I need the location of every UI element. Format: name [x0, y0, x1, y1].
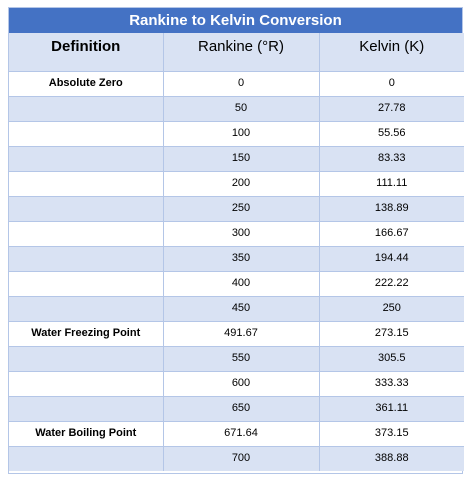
cell-definition	[9, 196, 163, 221]
cell-definition	[9, 271, 163, 296]
table-row	[9, 71, 464, 96]
cell-kelvin: 0	[319, 71, 464, 96]
table-row	[9, 96, 464, 121]
cell-kelvin: 166.67	[319, 221, 464, 246]
header-rankine: Rankine (°R)	[163, 33, 319, 71]
cell-kelvin: 138.89	[319, 196, 464, 221]
table-row	[9, 171, 464, 196]
cell-definition	[9, 121, 163, 146]
cell-rankine: 450	[163, 296, 319, 321]
conversion-grid	[9, 33, 464, 471]
cell-kelvin: 55.56	[319, 121, 464, 146]
cell-rankine: 550	[163, 346, 319, 371]
cell-rankine: 0	[163, 71, 319, 96]
cell-rankine: 650	[163, 396, 319, 421]
cell-rankine: 671.64	[163, 421, 319, 446]
cell-definition: Water Boiling Point	[9, 421, 163, 446]
cell-kelvin: 222.22	[319, 271, 464, 296]
table-row	[9, 271, 464, 296]
cell-rankine: 400	[163, 271, 319, 296]
table-row	[9, 246, 464, 271]
cell-kelvin: 388.88	[319, 446, 464, 471]
cell-definition	[9, 446, 163, 471]
header-definition: Definition	[9, 33, 163, 71]
cell-kelvin: 111.11	[319, 171, 464, 196]
cell-kelvin: 83.33	[319, 146, 464, 171]
cell-definition	[9, 346, 163, 371]
cell-definition	[9, 396, 163, 421]
cell-kelvin: 373.15	[319, 421, 464, 446]
cell-definition	[9, 221, 163, 246]
cell-kelvin: 333.33	[319, 371, 464, 396]
cell-definition	[9, 146, 163, 171]
table-title: Rankine to Kelvin Conversion	[9, 8, 462, 33]
cell-definition	[9, 171, 163, 196]
table-row	[9, 371, 464, 396]
cell-kelvin: 273.15	[319, 321, 464, 346]
table-row	[9, 221, 464, 246]
table-header	[9, 33, 464, 71]
cell-rankine: 50	[163, 96, 319, 121]
cell-rankine: 200	[163, 171, 319, 196]
table-row	[9, 321, 464, 346]
table-body	[9, 71, 464, 471]
cell-rankine: 100	[163, 121, 319, 146]
table-row	[9, 121, 464, 146]
cell-rankine: 491.67	[163, 321, 319, 346]
cell-definition	[9, 371, 163, 396]
cell-kelvin: 27.78	[319, 96, 464, 121]
table-row	[9, 296, 464, 321]
cell-rankine: 700	[163, 446, 319, 471]
cell-definition	[9, 96, 163, 121]
cell-kelvin: 305.5	[319, 346, 464, 371]
conversion-table	[8, 7, 463, 474]
table-row	[9, 396, 464, 421]
table-row	[9, 196, 464, 221]
table-row	[9, 446, 464, 471]
cell-rankine: 250	[163, 196, 319, 221]
table-row	[9, 346, 464, 371]
header-kelvin: Kelvin (K)	[319, 33, 464, 71]
table-row	[9, 146, 464, 171]
cell-rankine: 600	[163, 371, 319, 396]
cell-definition	[9, 246, 163, 271]
cell-rankine: 150	[163, 146, 319, 171]
cell-kelvin: 361.11	[319, 396, 464, 421]
cell-definition: Water Freezing Point	[9, 321, 163, 346]
cell-rankine: 300	[163, 221, 319, 246]
cell-kelvin: 194.44	[319, 246, 464, 271]
header-row	[9, 33, 464, 71]
cell-rankine: 350	[163, 246, 319, 271]
table-row	[9, 421, 464, 446]
cell-definition	[9, 296, 163, 321]
cell-kelvin: 250	[319, 296, 464, 321]
cell-definition: Absolute Zero	[9, 71, 163, 96]
